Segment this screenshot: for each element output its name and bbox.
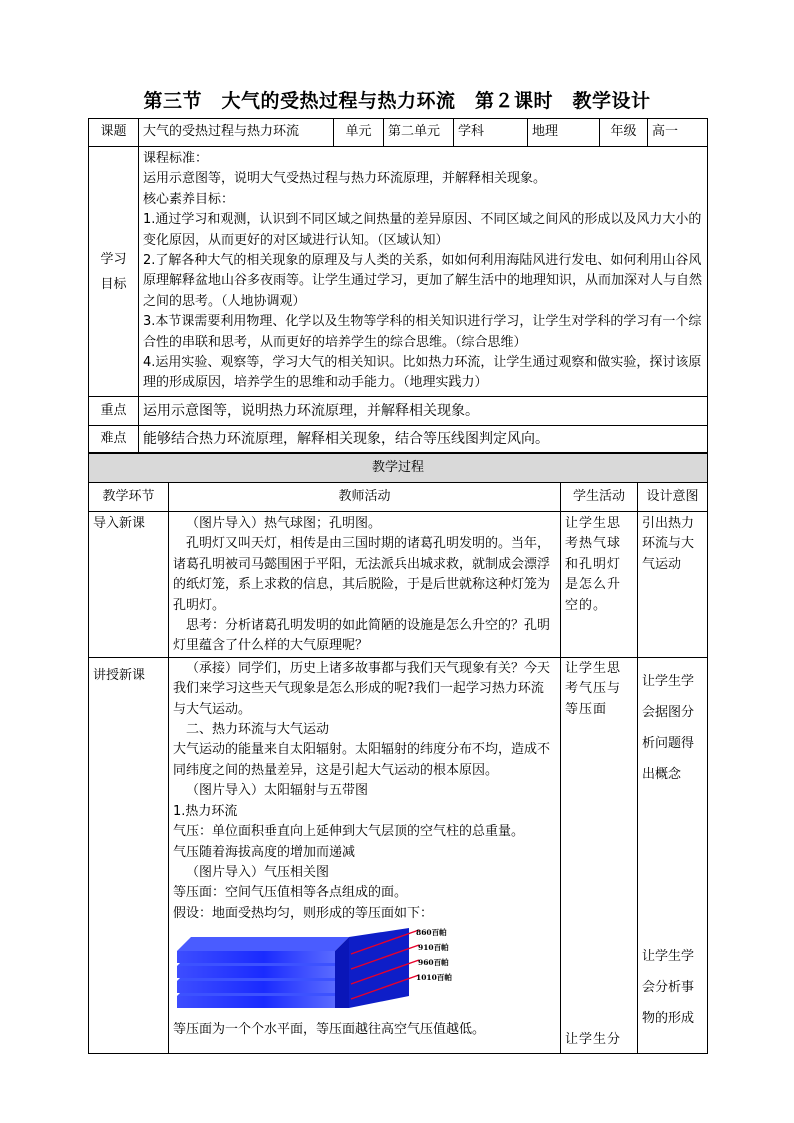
isobar-label: 860百帕 — [416, 928, 447, 938]
process-title: 教学过程 — [89, 454, 708, 483]
intro-design: 引出热力环流与大气运动 — [638, 512, 708, 658]
unit-value: 第二单元 — [384, 119, 454, 147]
new-student — [561, 657, 638, 1053]
isobar-label: 910百帕 — [418, 943, 449, 953]
col-student-header: 学生活动 — [561, 483, 638, 512]
grade-label: 年级 — [600, 119, 648, 147]
page-title: 第三节 大气的受热过程与热力环流 第２课时 教学设计 — [143, 90, 651, 112]
goals-line: 4.运用实验、观察等，学习大气的相关知识。比如热力环流，让学生通过观察和做实验，探讨该原理的形成原因，培养学生的思维和动手能力。（地理实践力） — [143, 355, 702, 391]
goals-label: 学习目标 — [89, 147, 139, 397]
new-line: 气压随着海拔高度的增加而递减 — [173, 844, 356, 860]
isobar-surfaces-figure — [173, 926, 473, 1020]
intro-line: （图片导入）热气球图；孔明图。 — [186, 516, 382, 531]
col-design-header: 设计意图 — [638, 483, 708, 512]
goals-line: 运用示意图等，说明大气受热过程与热力环流原理，并解释相关现象。 — [143, 171, 547, 187]
new-line: 气压：单位面积垂直向上延伸到大气层顶的空气柱的总重量。 — [173, 824, 525, 840]
unit-label: 单元 — [334, 119, 384, 147]
subject-value: 地理 — [528, 119, 600, 147]
new-design-bottom: 让学生学会分析事物的形成 — [642, 948, 695, 1026]
new-student-top: 让学生思考气压与等压面 — [565, 660, 622, 717]
subject-label: 学科 — [454, 119, 528, 147]
goals-line: 2.了解各种大气的相关现象的原理及与人类的关系，如如何利用海陆风进行发电、如何利用山谷风原理解释盆地山谷多夜雨等。让学生通过学习，更加了解生活中的地理知识，从而加深对人与自然之间的思考。（人地协调观） — [143, 253, 703, 309]
goals-line: 1.通过学习和观测，认识到不同区域之间热量的差异原因、不同区域之间风的形成以及风力大小的变化原因，从而更好的对区域进行认知。（区域认知） — [143, 212, 702, 248]
info-table — [88, 118, 708, 453]
grade-value: 高一 — [648, 119, 708, 147]
isobar-diagram — [173, 926, 556, 1020]
goals-line: 核心素养目标： — [143, 191, 235, 207]
intro-student: 让学生思考热气球和孔明灯是怎么升空的。 — [561, 512, 638, 658]
process-table — [88, 453, 708, 1054]
new-line: （图片导入）太阳辐射与五带图 — [186, 783, 369, 799]
goals-line: 课程标准： — [143, 151, 209, 166]
key-point-label: 重点 — [89, 397, 139, 426]
col-stage-header: 教学环节 — [89, 483, 169, 512]
goals-content — [139, 147, 708, 397]
new-line: 1.热力环流 — [173, 803, 238, 819]
isobaric-slab — [177, 937, 349, 963]
new-stage: 讲授新课 — [89, 657, 169, 1053]
key-point-text: 运用示意图等，说明热力环流原理，并解释相关现象。 — [139, 397, 708, 426]
col-teacher-header: 教师活动 — [169, 483, 561, 512]
new-line: 大气运动的能量来自太阳辐射。太阳辐射的纬度分布不均，造成不同纬度之间的热量差异，这是引起大气运动的根本原因。 — [173, 742, 551, 778]
new-student-bottom: 让学生分 — [565, 1032, 622, 1048]
difficulty-text: 能够结合热力环流原理，解释相关现象，结合等压线图判定风向。 — [139, 426, 708, 453]
new-design-top: 让学生学会据图分析问题得出概念 — [642, 673, 695, 782]
new-line-last: 等压面为一个个水平面，等压面越往高空气压值越低。 — [173, 1022, 486, 1038]
new-teacher — [169, 657, 561, 1053]
topic-value: 大气的受热过程与热力环流 — [139, 119, 334, 147]
intro-teacher — [169, 512, 561, 658]
new-line: 二、热力环流与大气运动 — [186, 722, 330, 738]
new-line: 等压面：空间气压值相等各点组成的面。 — [173, 885, 408, 901]
isobar-label: 960百帕 — [418, 958, 449, 968]
new-line: （承接）同学们，历史上诸多故事都与我们天气现象有关？今天我们来学习这些天气现象是怎么形成的呢?我们一起学习热力环流与大气运动。 — [173, 660, 551, 717]
new-line: （图片导入）气压相关图 — [186, 864, 330, 880]
difficulty-label: 难点 — [89, 426, 139, 453]
topic-label: 课题 — [89, 119, 139, 147]
new-line: 假设：地面受热均匀，则形成的等压面如下： — [173, 905, 434, 921]
goals-line: 3.本节课需要利用物理、化学以及生物等学科的相关知识进行学习，让学生对学科的学习有一个综合性的串联和思考，从而更好的培养学生的综合思维。（综合思维） — [143, 314, 702, 350]
intro-line: 孔明灯又叫天灯，相传是由三国时期的诸葛孔明发明的。当年，诸葛孔明被司马懿围困于平阳，无法派兵出城求救，就制成会漂浮的纸灯笼，系上求救的信息，其后脱险，于是后世就称这种灯笼为孔明灯。 — [173, 536, 551, 613]
intro-stage: 导入新课 — [89, 512, 169, 658]
intro-line: 思考：分析诸葛孔明发明的如此简陋的设施是怎么升空的？孔明灯里蕴含了什么样的大气原理呢？ — [173, 618, 551, 654]
isobar-label: 1010百帕 — [416, 973, 452, 983]
new-design — [638, 657, 708, 1053]
